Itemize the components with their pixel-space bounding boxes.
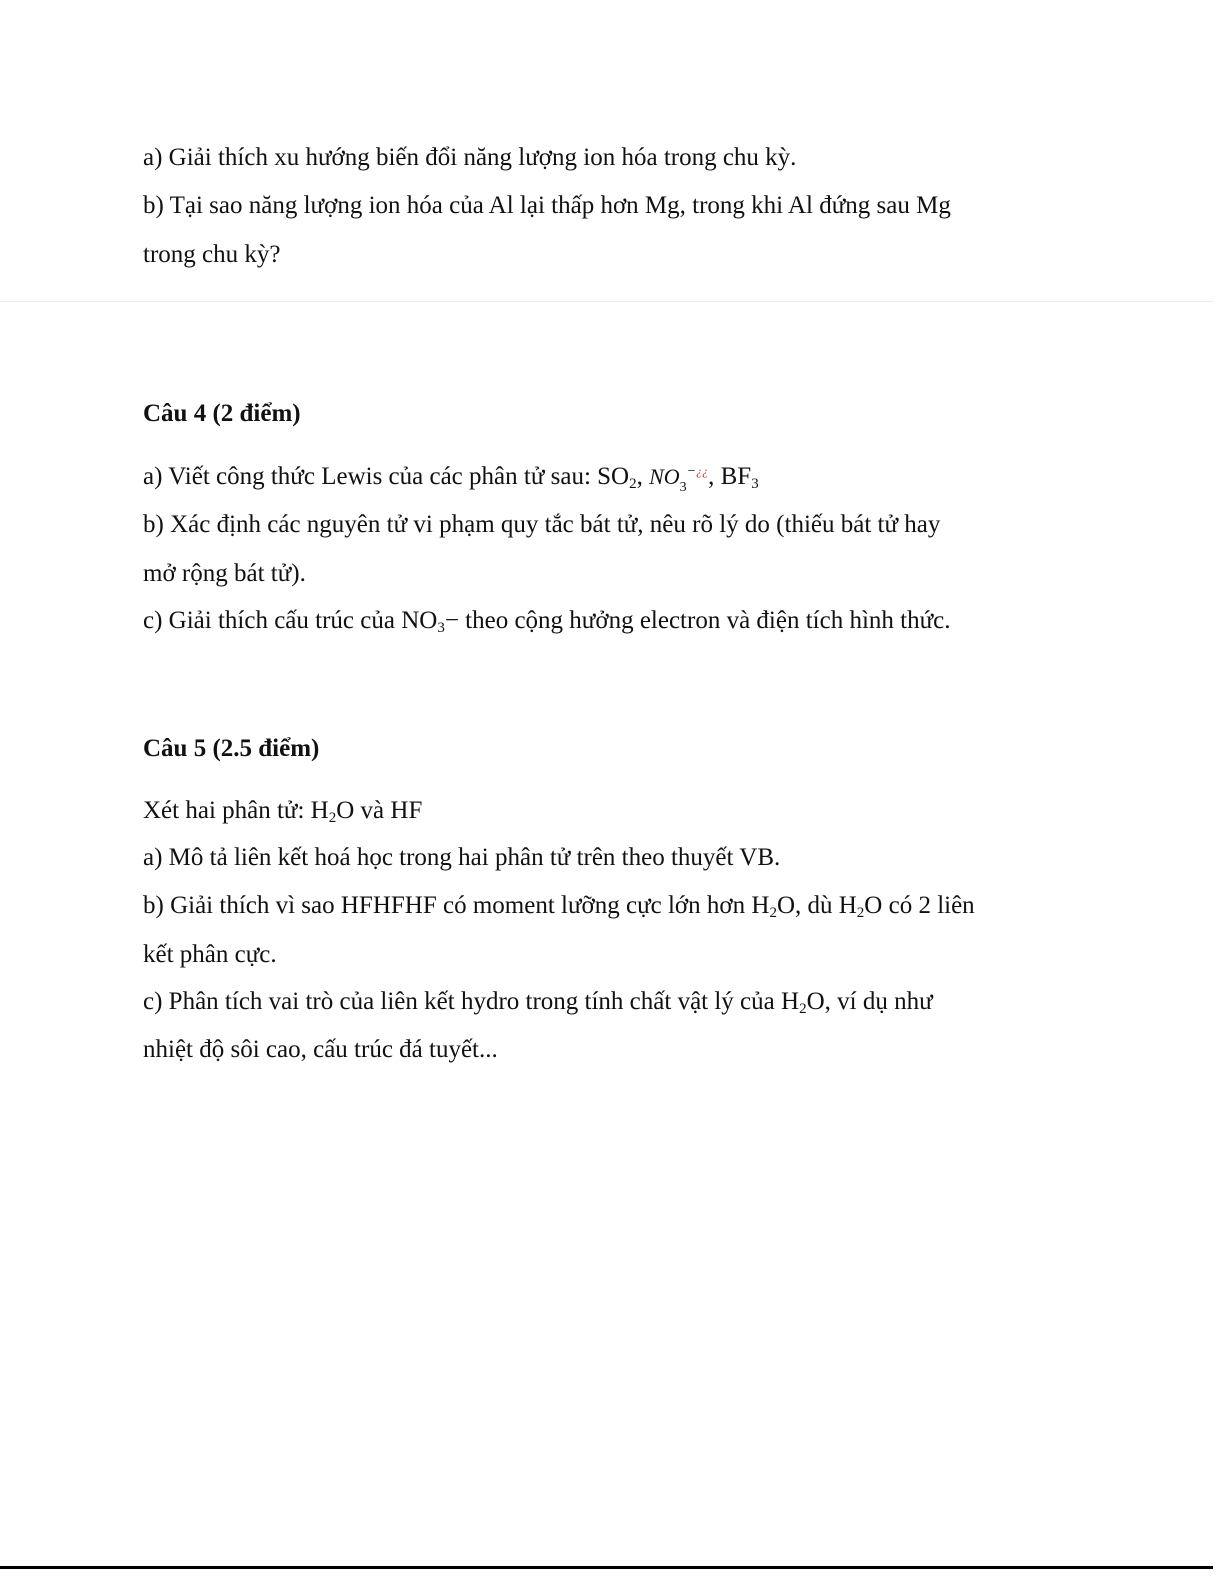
q5-part-c-line1 bbox=[143, 987, 933, 1017]
q5-part-b-subscript2: 2 bbox=[856, 905, 865, 921]
q5-intro-prefix: Xét hai phân tử: H bbox=[143, 797, 329, 824]
q5-part-b-subscript1: 2 bbox=[769, 905, 777, 921]
q4-part-b-line1: b) Xác định các nguyên tử vi phạm quy tắc bát tử, nêu rõ lý do (thiếu bát tử hay bbox=[143, 511, 941, 538]
q4-part-c-suffix: − theo cộng hưởng electron và điện tích hình thức. bbox=[444, 607, 951, 634]
q4-no3-subscript: 3 bbox=[679, 480, 687, 495]
q4-part-a-sep2: , BF bbox=[708, 463, 752, 490]
q5-part-b-suffix: O có 2 liên bbox=[864, 892, 975, 919]
q5-part-b-line2: kết phân cực. bbox=[143, 941, 277, 968]
q4-part-c-prefix: c) Giải thích cấu trúc của NO bbox=[143, 607, 438, 634]
q4-part-a-prefix: a) Viết công thức Lewis của các phân tử sau: SO bbox=[143, 463, 630, 490]
q4-part-a bbox=[143, 462, 759, 496]
q4-so2-subscript: 2 bbox=[629, 476, 637, 492]
q4-no3-formula bbox=[649, 464, 709, 495]
q5-heading: Câu 5 (2.5 điểm) bbox=[143, 735, 320, 762]
q4-no3-minus: − bbox=[686, 464, 697, 479]
q5-part-b-line1 bbox=[143, 891, 975, 921]
page-bottom-bar bbox=[0, 1566, 1213, 1569]
q5-part-b-prefix: b) Giải thích vì sao HFHFHF có moment lưỡng cực lớn hơn H bbox=[143, 892, 770, 919]
q5-part-b-mid: O, dù H bbox=[776, 892, 857, 919]
q4-part-b-line2: mở rộng bát tử). bbox=[143, 560, 306, 587]
q4-no3-artifact: ¿¿ bbox=[696, 464, 709, 478]
q5-part-c-suffix: O, ví dụ như bbox=[806, 988, 933, 1015]
q4-bf3-subscript: 3 bbox=[751, 476, 759, 492]
q4-part-c bbox=[143, 606, 951, 636]
q5-part-c-subscript: 2 bbox=[799, 1001, 807, 1017]
q3-part-a: a) Giải thích xu hướng biến đổi năng lượng ion hóa trong chu kỳ. bbox=[143, 144, 797, 171]
q5-intro bbox=[143, 796, 422, 826]
q5-part-c-prefix: c) Phân tích vai trò của liên kết hydro trong tính chất vật lý của H bbox=[143, 988, 800, 1015]
q4-part-a-sep1: , bbox=[636, 463, 650, 490]
q4-part-c-subscript: 3 bbox=[437, 620, 445, 636]
q3-part-b-line1: b) Tại sao năng lượng ion hóa của Al lại thấp hơn Mg, trong khi Al đứng sau Mg bbox=[143, 192, 951, 219]
q4-no3-base: NO bbox=[649, 464, 680, 489]
q5-intro-suffix: O và HF bbox=[336, 797, 423, 824]
q5-part-c-line2: nhiệt độ sôi cao, cấu trúc đá tuyết... bbox=[143, 1036, 498, 1063]
q5-intro-subscript: 2 bbox=[328, 810, 337, 826]
q4-heading: Câu 4 (2 điểm) bbox=[143, 400, 301, 427]
page-divider bbox=[0, 301, 1213, 302]
q5-part-a: a) Mô tả liên kết hoá học trong hai phân tử trên theo thuyết VB. bbox=[143, 844, 781, 871]
q3-part-b-line2: trong chu kỳ? bbox=[143, 241, 281, 268]
